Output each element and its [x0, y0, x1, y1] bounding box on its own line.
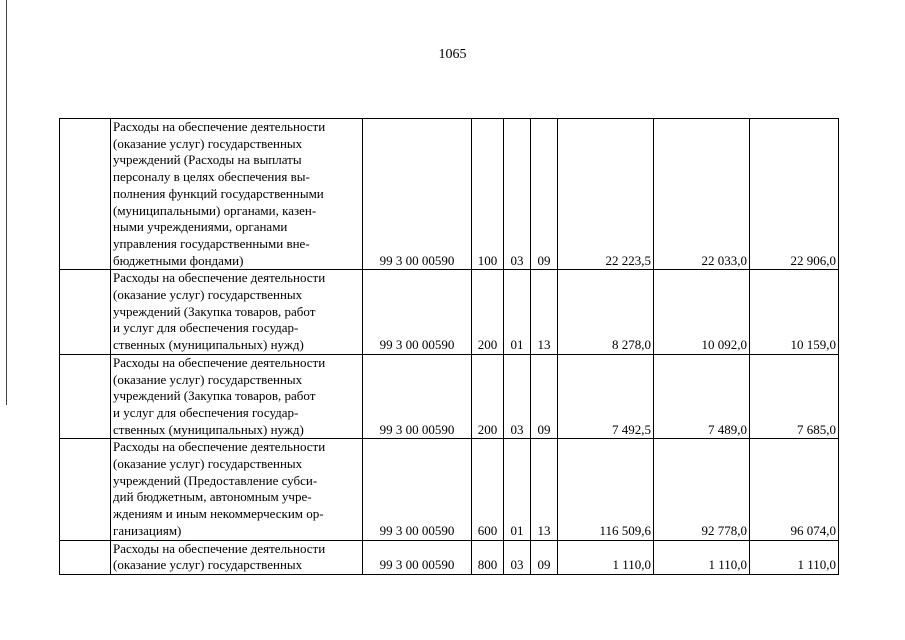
amount-year2-cell: 7 489,0 [654, 354, 750, 439]
expense-type-cell: 600 [472, 439, 504, 540]
expense-name-line: ганизациям) [113, 522, 182, 538]
expense-type-cell: 200 [472, 354, 504, 439]
target-code-cell: 99 3 00 00590 [363, 270, 472, 355]
amount-year3-cell: 1 110,0 [750, 540, 839, 574]
expense-type-cell: 200 [472, 270, 504, 355]
expense-name-line: (оказание услуг) государственных [113, 557, 303, 573]
target-code-cell: 99 3 00 00590 [363, 540, 472, 574]
expense-name-line: (оказание услуг) государственных [113, 135, 303, 151]
expense-name-line: учреждений (Закупка товаров, работ [113, 303, 316, 319]
expense-name-line: (оказание услуг) государственных [113, 371, 303, 387]
expense-name-line: Расходы на обеспечение деятельности [113, 119, 326, 134]
target-code-cell: 99 3 00 00590 [363, 119, 472, 270]
amount-year1-cell: 7 492,5 [558, 354, 654, 439]
expense-name-cell [111, 354, 363, 439]
expense-type-cell: 100 [472, 119, 504, 270]
blank-cell [60, 540, 111, 574]
amount-year3-cell: 7 685,0 [750, 354, 839, 439]
expense-name-line: бюджетными фондами) [113, 252, 244, 268]
expense-name-line: Расходы на обеспечение деятельности [113, 439, 326, 455]
page-number: 1065 [438, 47, 467, 62]
subsection-cell: 13 [531, 270, 558, 355]
blank-cell [60, 354, 111, 439]
expense-name-line: учреждений (Предоставление субси- [113, 472, 318, 488]
amount-year2-cell: 1 110,0 [654, 540, 750, 574]
expense-name-line: (оказание услуг) государственных [113, 456, 303, 472]
section-cell: 03 [504, 540, 531, 574]
blank-cell [60, 270, 111, 355]
expense-name-line: учреждений (Расходы на выплаты [113, 152, 302, 168]
expense-name-cell [111, 439, 363, 540]
amount-year1-cell: 8 278,0 [558, 270, 654, 355]
amount-year2-cell: 22 033,0 [654, 119, 750, 270]
subsection-cell: 09 [531, 540, 558, 574]
expense-name-cell [111, 119, 363, 270]
expense-name-line: и услуг для обеспечения государ- [113, 404, 299, 420]
target-code-cell: 99 3 00 00590 [363, 354, 472, 439]
amount-year1-cell: 1 110,0 [558, 540, 654, 574]
margin-line [6, 0, 7, 405]
expense-name-line: (оказание услуг) государственных [113, 287, 303, 303]
expense-type-cell: 800 [472, 540, 504, 574]
table-row [60, 439, 839, 540]
expense-name-line: полнения функций государственными [113, 185, 324, 201]
expense-name-line: Расходы на обеспечение деятельности [113, 540, 326, 556]
section-cell: 03 [504, 119, 531, 270]
expense-name-cell [111, 270, 363, 355]
table-row [60, 354, 839, 439]
amount-year3-cell: 96 074,0 [750, 439, 839, 540]
table-row [60, 540, 839, 574]
expense-name-line: Расходы на обеспечение деятельности [113, 270, 326, 286]
section-cell: 01 [504, 439, 531, 540]
amount-year3-cell: 22 906,0 [750, 119, 839, 270]
expense-name-cell [111, 540, 363, 574]
expense-name-line: ственных (муниципальных) нужд) [113, 337, 304, 353]
amount-year3-cell: 10 159,0 [750, 270, 839, 355]
expense-name-line: Расходы на обеспечение деятельности [113, 354, 326, 370]
expense-name-line: ными учреждениями, органами [113, 219, 288, 235]
expense-name-line: персоналу в целях обеспечения вы- [113, 169, 310, 185]
expense-name-line: ждениям и иным некоммерческим ор- [113, 506, 324, 522]
expense-name-line: ственных (муниципальных) нужд) [113, 421, 304, 437]
expense-name-line: (муниципальными) органами, казен- [113, 202, 317, 218]
amount-year2-cell: 92 778,0 [654, 439, 750, 540]
expense-name-line: управления государственными вне- [113, 235, 310, 251]
expense-name-line: дий бюджетным, автономным учре- [113, 489, 312, 505]
amount-year1-cell: 22 223,5 [558, 119, 654, 270]
target-code-cell: 99 3 00 00590 [363, 439, 472, 540]
table-row [60, 270, 839, 355]
amount-year1-cell: 116 509,6 [558, 439, 654, 540]
budget-table [59, 118, 839, 575]
subsection-cell: 09 [531, 119, 558, 270]
expense-name-line: учреждений (Закупка товаров, работ [113, 388, 316, 404]
subsection-cell: 09 [531, 354, 558, 439]
expense-name-line: и услуг для обеспечения государ- [113, 320, 299, 336]
amount-year2-cell: 10 092,0 [654, 270, 750, 355]
section-cell: 03 [504, 354, 531, 439]
table-row [60, 119, 839, 270]
section-cell: 01 [504, 270, 531, 355]
subsection-cell: 13 [531, 439, 558, 540]
blank-cell [60, 119, 111, 270]
blank-cell [60, 439, 111, 540]
